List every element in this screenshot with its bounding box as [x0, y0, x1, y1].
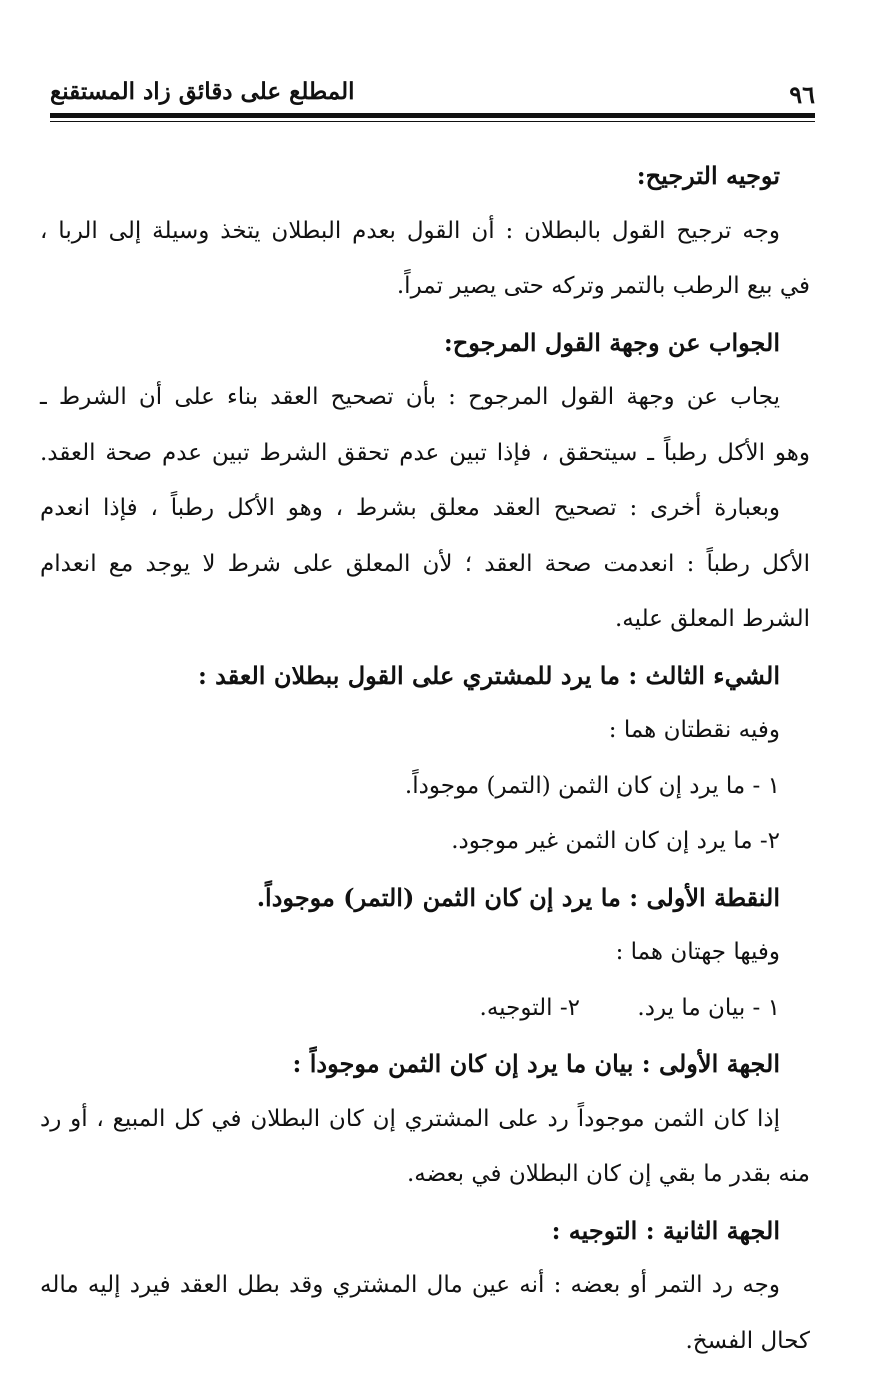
- list-item: ٢- ما يرد إن كان الثمن غير موجود.: [451, 828, 780, 854]
- heading-second-side: الجهة الثانية : التوجيه :: [551, 1215, 780, 1245]
- body-text: [40, 148, 810, 1369]
- paragraph-line: وجه ترجيح القول بالبطلان : أن القول بعدم البطلان يتخذ وسيلة إلى الربا ،: [40, 217, 780, 244]
- list-item: ١ - بيان ما يرد.: [637, 994, 780, 1021]
- heading-first-side: الجهة الأولى : بيان ما يرد إن كان الثمن موجوداً :: [292, 1049, 780, 1078]
- header-rule-thick: [50, 113, 815, 118]
- paragraph-line: منه بقدر ما بقي إن كان البطلان في بعضه.: [406, 1161, 810, 1187]
- paragraph-line: وفيه نقطتان هما :: [608, 717, 780, 743]
- heading-third-thing: الشيء الثالث : ما يرد للمشتري على القول ببطلان العقد :: [197, 660, 780, 690]
- page-number: ٩٦: [789, 80, 815, 109]
- paragraph-line: وفيها جهتان هما :: [615, 939, 780, 965]
- paragraph-line: إذا كان الثمن موجوداً رد على المشتري إن كان البطلان في كل المبيع ، أو رد: [40, 1105, 780, 1132]
- list-item: ١ - ما يرد إن كان الثمن (التمر) موجوداً.: [404, 772, 780, 799]
- list-item: ٢- التوجيه.: [479, 994, 580, 1021]
- paragraph-line: يجاب عن وجهة القول المرجوح : بأن تصحيح العقد بناء على أن الشرط ـ: [40, 384, 780, 410]
- header-rule-thin: [50, 121, 815, 122]
- running-title: المطلع على دقائق زاد المستقنع: [50, 78, 355, 105]
- paragraph-line: وجه رد التمر أو بعضه : أنه عين مال المشتري وقد بطل العقد فيرد إليه ماله: [40, 1272, 780, 1298]
- heading-jawab: الجواب عن وجهة القول المرجوح:: [443, 327, 780, 357]
- page-header: [50, 74, 815, 110]
- paragraph-line: الأكل رطباً : انعدمت صحة العقد ؛ لأن المعلق على شرط لا يوجد مع انعدام: [40, 550, 810, 577]
- paragraph-line: كحال الفسخ.: [685, 1327, 810, 1354]
- two-column-list: [40, 981, 810, 1037]
- paragraph-line: في بيع الرطب بالتمر وتركه حتى يصير تمراً.: [396, 273, 810, 299]
- paragraph-line: وهو الأكل رطباً ـ سيتحقق ، فإذا تبين عدم تحقق الشرط تبين عدم صحة العقد.: [40, 439, 810, 466]
- heading-tarjih: توجيه الترجيح:: [636, 161, 780, 190]
- paragraph-line: الشرط المعلق عليه.: [614, 606, 810, 632]
- paragraph-line: وبعبارة أخرى : تصحيح العقد معلق بشرط ، وهو الأكل رطباً ، فإذا انعدم: [40, 495, 780, 521]
- heading-first-point: النقطة الأولى : ما يرد إن كان الثمن (التمر) موجوداً.: [256, 882, 780, 912]
